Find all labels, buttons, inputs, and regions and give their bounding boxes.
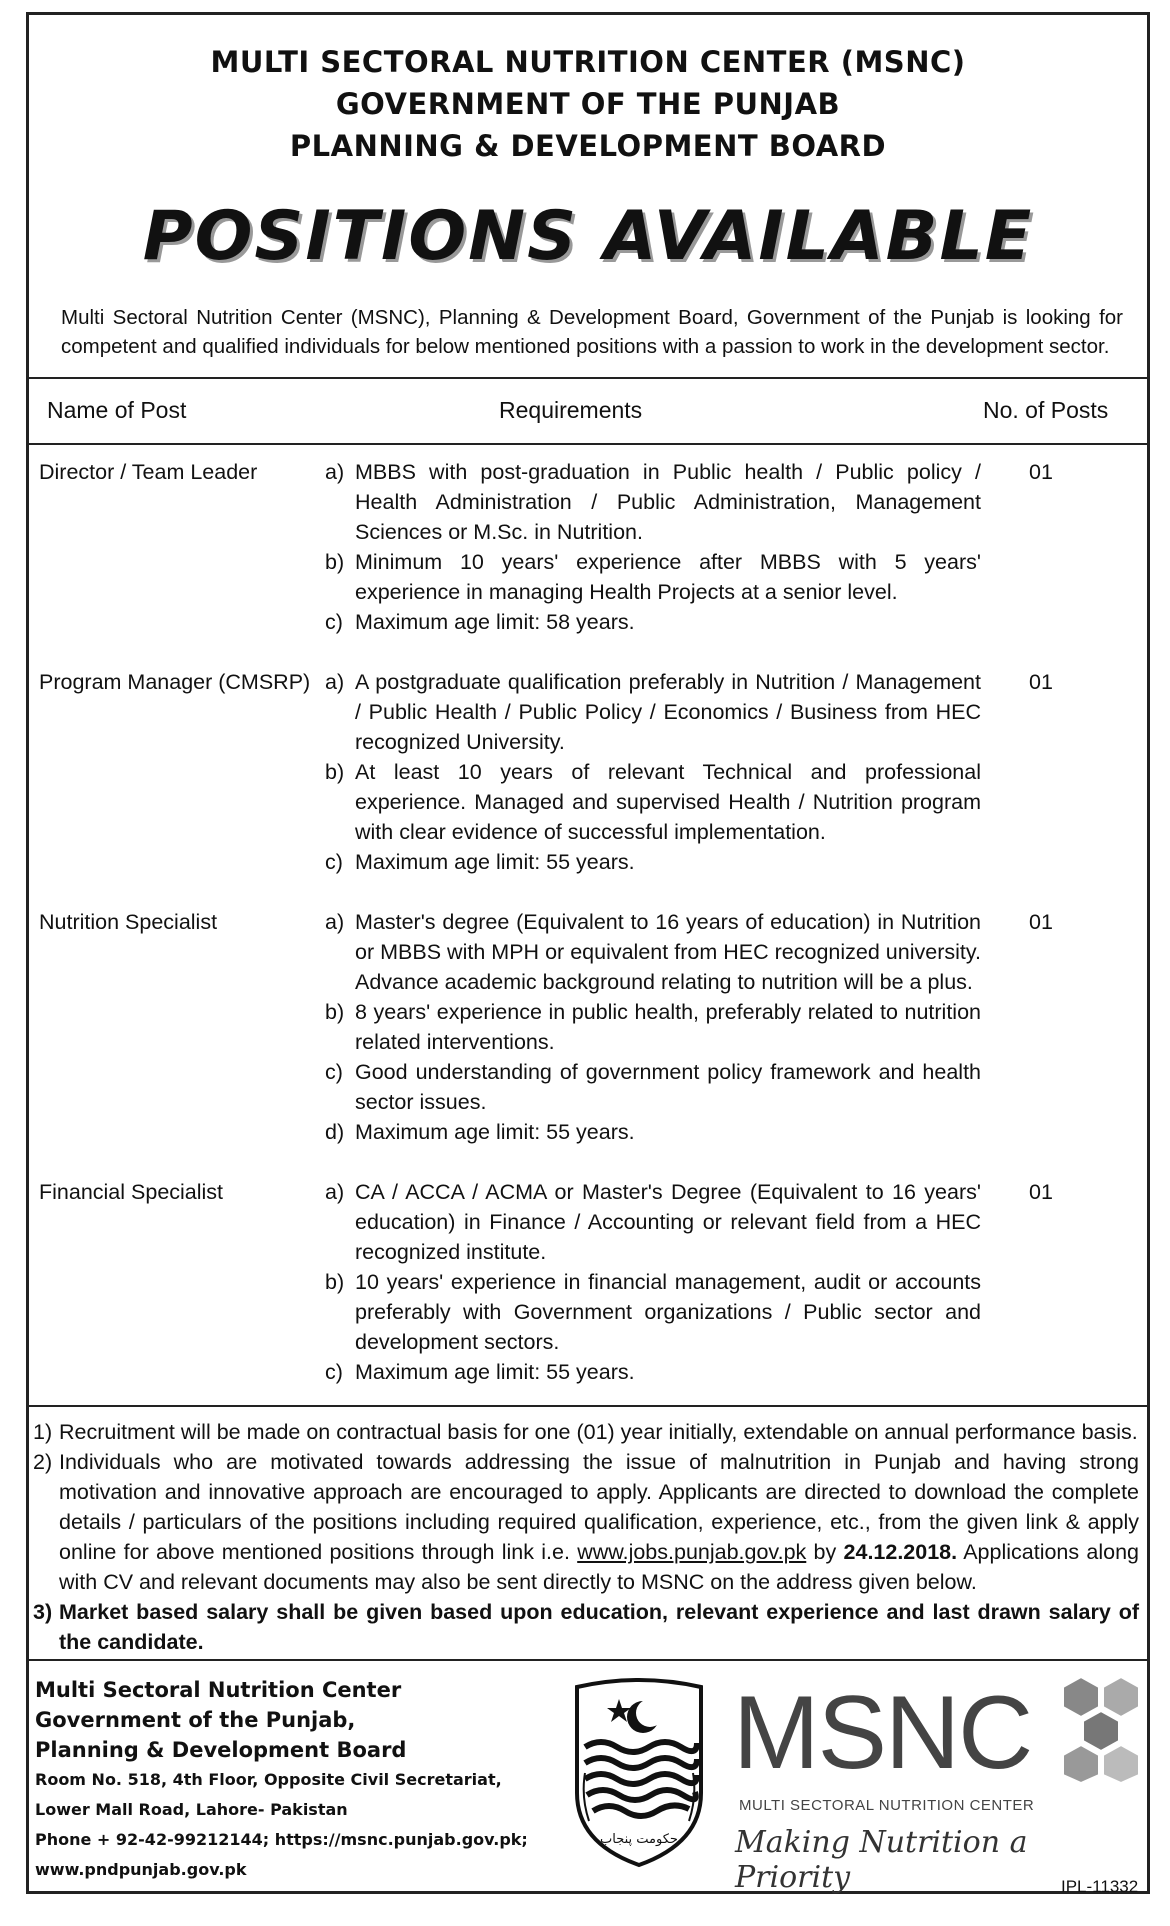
jobs-portal-link[interactable]: www.jobs.punjab.gov.pk bbox=[577, 1540, 807, 1564]
divider bbox=[29, 377, 1147, 379]
requirement-item: b) 8 years' experience in public health, preferably related to nutrition related interventions. bbox=[325, 1000, 981, 1054]
divider bbox=[29, 1405, 1147, 1407]
hexagon-cluster-icon bbox=[1059, 1673, 1147, 1783]
post-name: Director / Team Leader bbox=[39, 460, 258, 484]
org-name: MULTI SECTORAL NUTRITION CENTER (MSNC) bbox=[210, 45, 966, 79]
msnc-subtitle: MULTI SECTORAL NUTRITION CENTER bbox=[739, 1797, 1035, 1814]
requirement-item: a) CA / ACCA / ACMA or Master's Degree (Equivalent to 16 years' education) in Finance / Accounting or relevant field from a HEC recognized institute. bbox=[325, 1180, 981, 1264]
column-header-count: No. of Posts bbox=[983, 397, 1109, 423]
contact-address: Multi Sectoral Nutrition Center Government of the Punjab, Planning & Development Board Room No. 518, 4th Floor, Opposite Civil Secretariat, Lower Mall Road, Lahore- Pakistan Phone + 92-42-99212144; https://msnc.punjab.gov.pk; www.pndpunjab.gov.pk bbox=[35, 1675, 528, 1885]
requirement-item: c) Good understanding of government policy framework and health sector issues. bbox=[325, 1060, 981, 1114]
seal-caption: حکومت پنجاب bbox=[600, 1832, 678, 1847]
column-header-name: Name of Post bbox=[47, 397, 187, 423]
requirement-item: a) Master's degree (Equivalent to 16 years of education) in Nutrition or MBBS with MPH or equivalent from HEC recognized university. Advance academic background relating to nutrition will be a plus. bbox=[325, 910, 981, 994]
post-count: 01 bbox=[1029, 670, 1053, 694]
post-count: 01 bbox=[1029, 910, 1053, 934]
requirement-item: c) Maximum age limit: 58 years. bbox=[325, 610, 635, 634]
note-item: 1) Recruitment will be made on contractual basis for one (01) year initially, extendable on annual performance basis. bbox=[33, 1420, 1138, 1444]
requirements-list bbox=[325, 667, 981, 877]
post-name: Nutrition Specialist bbox=[39, 910, 218, 934]
msnc-tagline: Making Nutrition a Priority bbox=[735, 1825, 1028, 1895]
note-item: 3) Market based salary shall be given based upon education, relevant experience and last drawn salary of the candidate. bbox=[33, 1600, 1139, 1654]
requirements-list bbox=[325, 457, 981, 637]
requirement-item: c) Maximum age limit: 55 years. bbox=[325, 850, 635, 874]
headline: POSITIONS AVAILABLE bbox=[142, 197, 1034, 276]
post-name: Financial Specialist bbox=[39, 1180, 224, 1204]
ad-frame bbox=[26, 12, 1150, 1894]
website-link[interactable]: www.pndpunjab.gov.pk bbox=[35, 1860, 247, 1879]
requirements-list bbox=[325, 1177, 981, 1387]
contact-phone-web: Phone + 92-42-99212144; https://msnc.punjab.gov.pk; bbox=[35, 1830, 528, 1849]
board-name: PLANNING & DEVELOPMENT BOARD bbox=[289, 129, 887, 163]
requirement-item: a) MBBS with post-graduation in Public health / Public policy / Health Administration / Public Administration, Management Sciences or M.Sc. in Nutrition. bbox=[325, 460, 981, 544]
requirement-item: a) A postgraduate qualification preferably in Nutrition / Management / Public Health / Public Policy / Economics / Business from HEC recognized University. bbox=[325, 670, 981, 754]
requirement-item: b) Minimum 10 years' experience after MBBS with 5 years' experience in managing Health Projects at a senior level. bbox=[325, 550, 981, 604]
punjab-government-seal-icon bbox=[567, 1675, 711, 1871]
column-header-requirements: Requirements bbox=[499, 397, 643, 423]
divider bbox=[29, 1659, 1147, 1661]
requirement-item: c) Maximum age limit: 55 years. bbox=[325, 1360, 635, 1384]
requirement-item: b) 10 years' experience in financial management, audit or accounts preferably with Government organizations / Public sector and development sectors. bbox=[325, 1270, 981, 1354]
requirements-list bbox=[325, 907, 981, 1147]
note-item: 2) Individuals who are motivated towards addressing the issue of malnutrition in Punjab and having strong motivation and innovative approach are encouraged to apply. Applicants are directed to download the complete details / particulars of the positions including required qualification, experience, etc., from the given link & apply online for above mentioned positions through link i.e. www.jobs.punjab.gov.pk by 24.12.2018. Applications along with CV and relevant documents may also be sent directly to MSNC on the address given below. bbox=[33, 1450, 1139, 1594]
notes-list bbox=[29, 1417, 1153, 1657]
msnc-wordmark: MSNC bbox=[733, 1675, 1032, 1791]
government-name: GOVERNMENT OF THE PUNJAB bbox=[335, 87, 841, 121]
ad-reference-number: IPL-11332 bbox=[1061, 1877, 1139, 1896]
post-count: 01 bbox=[1029, 460, 1053, 484]
divider bbox=[29, 443, 1147, 445]
post-count: 01 bbox=[1029, 1180, 1053, 1204]
post-name: Program Manager (CMSRP) bbox=[39, 670, 311, 694]
requirement-item: b) At least 10 years of relevant Technical and professional experience. Managed and supervised Health / Nutrition program with clear evidence of successful implementation. bbox=[325, 760, 981, 844]
requirement-item: d) Maximum age limit: 55 years. bbox=[325, 1120, 635, 1144]
intro-paragraph: Multi Sectoral Nutrition Center (MSNC), Planning & Development Board, Government of the Punjab is looking for competent and qualified individuals for below mentioned positions with a passion to work in the development sector. bbox=[61, 306, 1123, 358]
deadline-date: 24.12.2018. bbox=[843, 1540, 958, 1564]
table-header bbox=[29, 381, 1147, 445]
